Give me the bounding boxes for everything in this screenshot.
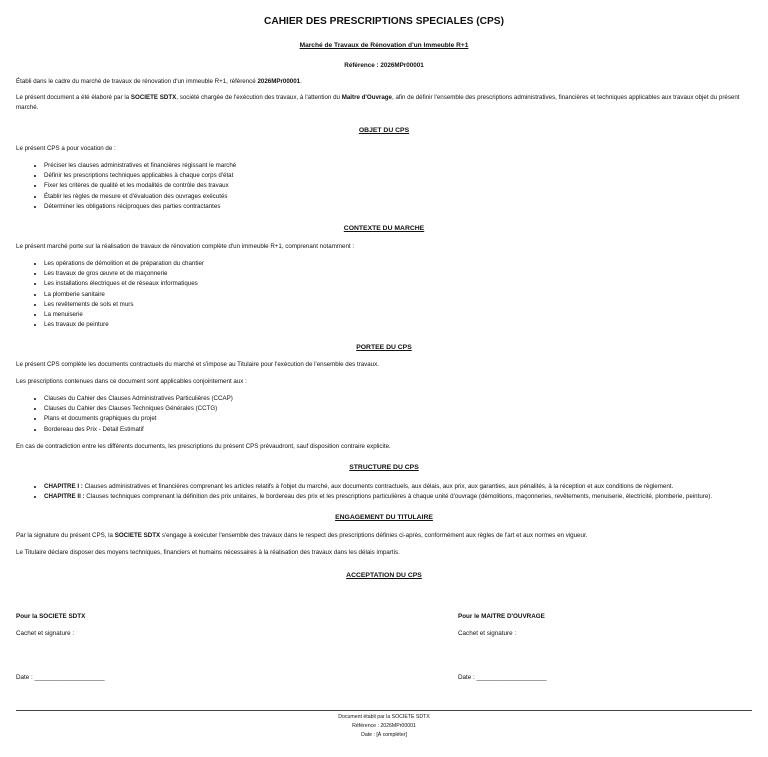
section-heading-structure: STRUCTURE DU CPS bbox=[349, 464, 419, 471]
reference-number: 2026MPr00001 bbox=[257, 78, 301, 85]
structure-list bbox=[16, 482, 752, 502]
section-heading-acceptation: ACCEPTATION DU CPS bbox=[346, 572, 422, 579]
owner-name: Maître d'Ouvrage bbox=[341, 94, 392, 101]
reference-line: Référence : 2026MPr00001 bbox=[344, 62, 424, 69]
intro-paragraph-1 bbox=[16, 77, 752, 87]
section-heading-contexte: CONTEXTE DU MARCHE bbox=[343, 225, 425, 232]
list-item: • Clauses du Cahier des Clauses Administratives Particulières (CCAP) bbox=[44, 394, 233, 404]
contexte-intro-wrap bbox=[16, 242, 354, 252]
list-item: • Fixer les critères de qualité et les modalités de contrôle des travaux bbox=[44, 181, 236, 191]
objet-intro: Le présent CPS a pour vocation de : bbox=[16, 145, 116, 152]
intro-text: . bbox=[300, 78, 302, 85]
objet-intro-wrap bbox=[16, 144, 116, 154]
list-item: • Bordereau des Prix - Détail Estimatif bbox=[44, 425, 233, 435]
list-item: • Déterminer les obligations réciproques des parties contractantes bbox=[44, 202, 236, 212]
signature-left-title: Pour la SOCIETE SDTX bbox=[16, 613, 86, 620]
chapter-label: CHAPITRE I : bbox=[44, 483, 83, 490]
list-item: • Clauses du Cahier des Clauses Techniques Générales (CCTG) bbox=[44, 404, 233, 414]
objet-list bbox=[16, 161, 236, 212]
list-item: • Les installations électriques et de réseaux informatiques bbox=[44, 279, 204, 289]
signature-left-cachet: Cachet et signature : bbox=[16, 630, 75, 637]
list-item: • Établir les règles de mesure et d'évaluation des ouvrages exécutés bbox=[44, 192, 236, 202]
section-heading-engagement: ENGAGEMENT DU TITULAIRE bbox=[335, 514, 433, 521]
company-name: SOCIETE SDTX bbox=[130, 94, 177, 101]
portee-p1-wrap bbox=[16, 360, 752, 370]
signature-right-title: Pour le MAITRE D'OUVRAGE bbox=[458, 613, 545, 620]
intro-paragraph-2-wrap bbox=[16, 93, 752, 113]
list-item: • Les travaux de peinture bbox=[44, 320, 204, 330]
intro-paragraph-2 bbox=[16, 93, 752, 113]
intro-section bbox=[16, 77, 752, 87]
list-item bbox=[44, 492, 752, 502]
engagement-paragraph-1 bbox=[16, 531, 752, 541]
contexte-list bbox=[16, 259, 204, 330]
engagement-paragraph-2: Le Titulaire déclare disposer des moyens techniques, financiers et humains nécessaires à la réalisation des travaux dans les délais impartis. bbox=[16, 549, 400, 556]
portee-list bbox=[16, 394, 233, 435]
list-item: • Les revêtements de sols et murs bbox=[44, 300, 204, 310]
document-title: CAHIER DES PRESCRIPTIONS SPECIALES (CPS) bbox=[263, 16, 504, 27]
list-item: • Préciser les clauses administratives et financières régissant le marché bbox=[44, 161, 236, 171]
list-item: • Définir les prescriptions techniques applicables à chaque corps d'état bbox=[44, 171, 236, 181]
portee-paragraph-1: Le présent CPS complète les documents contractuels du marché et s'impose au Titulaire pour l'exécution de l'ensemble des travaux. bbox=[16, 361, 379, 368]
chapter-text: Clauses administratives et financières comprenant les articles relatifs à l'objet du marché, aux documents contractuels, aux délais, aux prix, aux garanties, aux pénalités, à la réception et aux conditions de règlement. bbox=[82, 483, 674, 490]
list-item: • La menuiserie bbox=[44, 310, 204, 320]
footer-line-2: Référence : 2026MPr00001 bbox=[352, 723, 416, 730]
chapter-label: CHAPITRE II : bbox=[44, 493, 85, 501]
portee-p3-wrap bbox=[16, 442, 752, 452]
list-item: • Les opérations de démolition et de préparation du chantier bbox=[44, 259, 204, 269]
intro-text: Le présent document a été élaboré par la bbox=[16, 94, 131, 101]
portee-paragraph-2: Les prescriptions contenues dans ce document sont applicables conjointement aux : bbox=[16, 378, 247, 385]
section-heading-portee: PORTEE DU CPS bbox=[356, 344, 412, 351]
portee-paragraph-3: En cas de contradiction entre les différents documents, les prescriptions du présent CPS prévaudront, sauf disposition contraire explicite. bbox=[16, 443, 391, 450]
engagement-text: s'engage à exécuter l'ensemble des travaux dans le respect des prescriptions définies ci-après, conformément aux règles de l'art et aux normes en vigueur. bbox=[160, 532, 588, 539]
footer-line-3: Date : [À compléter] bbox=[361, 732, 407, 739]
intro-text: , afin de définir l'ensemble des prescriptions administratives, financières et techniques applicables aux travaux objet du présent marché. bbox=[16, 94, 740, 112]
portee-p2-wrap bbox=[16, 377, 752, 387]
footer-line-1: Document établi par la SOCIETE SDTX bbox=[338, 714, 430, 720]
list-item: • Plans et documents graphiques du projet bbox=[44, 414, 233, 424]
intro-text: , société chargée de l'exécution des travaux, à l'attention du bbox=[176, 94, 342, 101]
signature-left-date: Date : ____________________ bbox=[16, 674, 105, 681]
chapter-text: Clauses techniques comprenant la définition des prix unitaires, le bordereau des prix et les prescriptions particulières à chaque unité d'ouvrage (démolitions, maçonneries, revêtements, menuiserie, électricité, plomberie, peinture). bbox=[84, 493, 713, 501]
contexte-intro: Le présent marché porte sur la réalisation de travaux de rénovation complète d'un immeuble R+1, comprenant notamment : bbox=[16, 243, 355, 250]
engagement-p2-wrap bbox=[16, 548, 752, 558]
signature-right-date: Date : ____________________ bbox=[458, 674, 547, 681]
company-name: SOCIETE SDTX bbox=[114, 532, 161, 539]
list-item: • Les travaux de gros œuvre et de maçonnerie bbox=[44, 269, 204, 279]
intro-text: Établi dans le cadre du marché de travaux de rénovation d'un immeuble R+1, référencé bbox=[16, 78, 258, 85]
document-subtitle: Marché de Travaux de Rénovation d'un Immeuble R+1 bbox=[299, 42, 469, 49]
list-item bbox=[44, 482, 752, 492]
engagement-text: Par la signature du présent CPS, la bbox=[16, 532, 115, 539]
list-item: • La plomberie sanitaire bbox=[44, 290, 204, 300]
document-footer bbox=[16, 713, 752, 740]
engagement-p1-wrap bbox=[16, 531, 752, 541]
signature-right-cachet: Cachet et signature : bbox=[458, 630, 517, 637]
section-heading-objet: OBJET DU CPS bbox=[358, 127, 410, 134]
footer-divider bbox=[16, 710, 752, 711]
